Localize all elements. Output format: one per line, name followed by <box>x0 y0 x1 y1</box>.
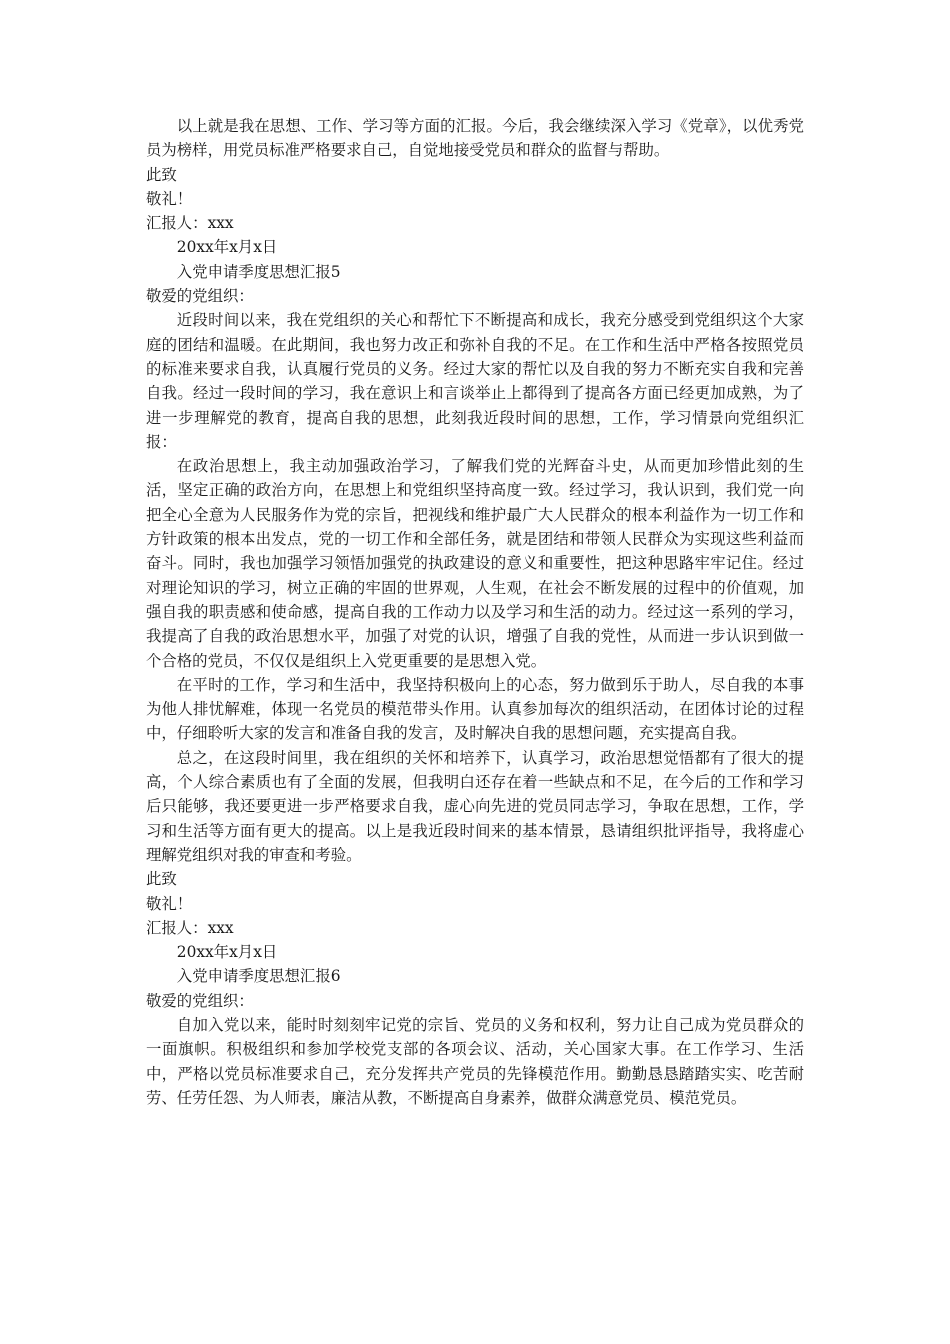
sign-off-line-1: 此致 <box>146 870 177 889</box>
body-paragraph: 自加入党以来，能时时刻刻牢记党的宗旨、党员的义务和权利，努力让自己成为党员群众的一面旗帜。积极组织和参加学校党支部的各项会议、活动，关心国家大事。在工作学习、生活中，严格以党员标准要求自己，充分发挥共产党员的先锋模范作用。勤勤恳恳踏踏实实、吃苦耐劳、任劳任怨、为人师表，廉洁从教，不断提高自身素养，做群众满意党员、模范党员。 <box>146 1015 804 1107</box>
sign-off-line-1: 此致 <box>146 165 177 184</box>
section-title: 入党申请季度思想汇报6 <box>176 967 341 986</box>
date-line: 20xx年x月x日 <box>176 238 278 257</box>
body-paragraph: 近段时间以来，我在党组织的关心和帮忙下不断提高和成长，我充分感受到党组织这个大家庭的团结和温暖。在此期间，我也努力改正和弥补自我的不足。在工作和生活中严格各按照党员的标准来要求自我，认真履行党员的义务。经过大家的帮忙以及自我的努力不断充实自我和完善自我。经过一段时间的学习，我在意识上和言谈举止上都得到了提高各方面已经更加成熟，为了进一步理解党的教育，提高自我的思想，此刻我近段时间的思想，工作，学习情景向党组织汇报： <box>146 311 804 451</box>
reporter-line: 汇报人：xxx <box>146 214 234 233</box>
sign-off-line-2: 敬礼！ <box>146 189 193 208</box>
salutation: 敬爱的党组织： <box>146 287 254 306</box>
document-body <box>146 114 804 1110</box>
date-line: 20xx年x月x日 <box>176 943 278 962</box>
body-paragraph: 在平时的工作，学习和生活中，我坚持积极向上的心态，努力做到乐于助人，尽自我的本事为他人排忧解难，体现一名党员的模范带头作用。认真参加每次的组织活动，在团体讨论的过程中，仔细聆听大家的发言和准备自我的发言，及时解决自我的思想问题，充实提高自我。 <box>146 675 804 743</box>
reporter-line: 汇报人：xxx <box>146 918 234 937</box>
sign-off-line-2: 敬礼！ <box>146 894 193 913</box>
body-paragraph: 总之，在这段时间里，我在组织的关怀和培养下，认真学习，政治思想觉悟都有了很大的提高，个人综合素质也有了全面的发展，但我明白还存在着一些缺点和不足，在今后的工作和学习后只能够，我还要更进一步严格要求自我，虚心向先进的党员同志学习，争取在思想，工作，学习和生活等方面有更大的提高。以上是我近段时间来的基本情景，恳请组织批评指导，我将虚心理解党组织对我的审查和考验。 <box>146 748 804 864</box>
body-paragraph: 在政治思想上，我主动加强政治学习，了解我们党的光辉奋斗史，从而更加珍惜此刻的生活，坚定正确的政治方向，在思想上和党组织坚持高度一致。经过学习，我认识到，我们党一向把全心全意为人民服务作为党的宗旨，把视线和维护最广大人民群众的根本利益作为一切工作和方针政策的根本出发点，党的一切工作和全部任务，就是团结和带领人民群众为实现这些利益而奋斗。同时，我也加强学习领悟加强党的执政建设的意义和重要性，把这种思路牢牢记住。经过对理论知识的学习，树立正确的牢固的世界观，人生观，在社会不断发展的过程中的价值观，加强自我的职责感和使命感，提高自我的工作动力以及学习和生活的动力。经过这一系列的学习，我提高了自我的政治思想水平，加强了对党的认识，增强了自我的党性，从而进一步认识到做一个合格的党员，不仅仅是组织上入党更重要的是思想入党。 <box>146 457 804 670</box>
salutation: 敬爱的党组织： <box>146 991 254 1010</box>
section-title: 入党申请季度思想汇报5 <box>176 262 341 281</box>
closing-paragraph: 以上就是我在思想、工作、学习等方面的汇报。今后，我会继续深入学习《党章》，以优秀党员为榜样，用党员标准严格要求自己，自觉地接受党员和群众的监督与帮助。 <box>146 117 804 160</box>
